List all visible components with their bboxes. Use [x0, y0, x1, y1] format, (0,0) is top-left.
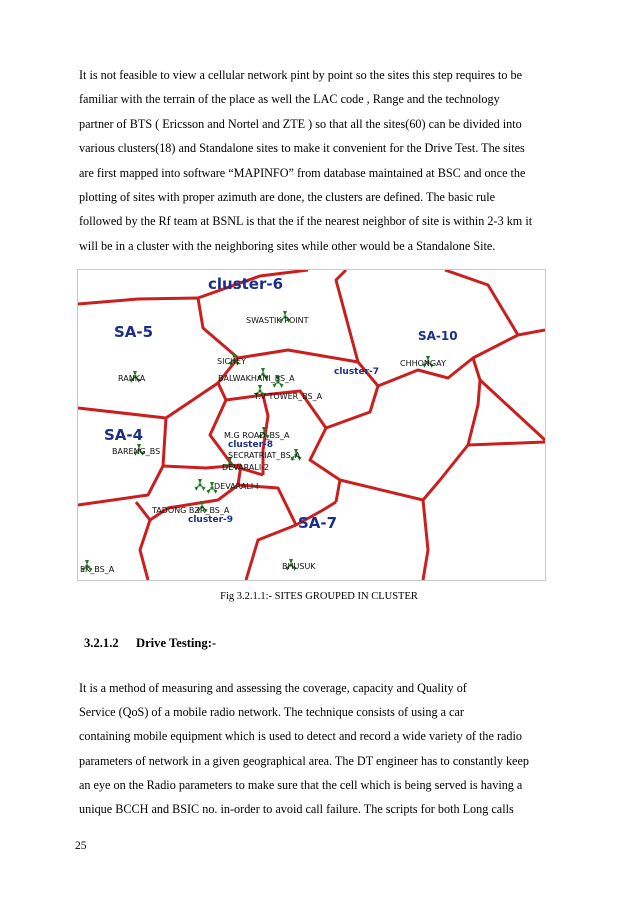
section-title: Drive Testing:-: [136, 636, 217, 650]
text-line: familiar with the terrain of the place as well the LAC code , Range and the technology: [79, 92, 500, 107]
cluster-boundaries: [78, 270, 545, 580]
text-line: containing mobile equipment which is used to detect and record a wide variety of the radio: [79, 729, 523, 744]
site-label: SECRATRIAT_BS_A: [228, 451, 301, 460]
text-line: partner of BTS ( Ericsson and Nortel and ZTE ) so that all the sites(60) can be divided into: [79, 116, 522, 131]
boundary-line: [480, 380, 545, 440]
region-label-cluster-9: cluster-9: [188, 515, 234, 525]
text-line: plotting of sites with proper azimuth are done, the clusters are defined. The basic rule: [79, 190, 496, 205]
intro-paragraph: [79, 63, 559, 258]
site-label: T.V TOWER_BS_A: [254, 392, 323, 401]
region-label-sa-5: SA-5: [114, 323, 154, 341]
boundary-line: [340, 358, 480, 500]
boundary-line: [310, 428, 340, 502]
site-label: EK_BS_A: [80, 565, 115, 574]
text-line: will be in a cluster with the neighboring sites while other would be a Standalone Site.: [79, 238, 496, 253]
site-label: DEVARALI-I: [214, 482, 259, 491]
text-line: are first mapped into software “MAPINFO” from database maintained at BSC and once the: [79, 165, 526, 180]
page-number: 25: [75, 840, 87, 852]
site-label: BHUSUK: [282, 562, 316, 571]
text-line: parameters of network in a given geographical area. The DT engineer has to constantly keep: [79, 753, 529, 768]
section-number: 3.2.1.2: [84, 636, 119, 650]
region-label-sa-10: SA-10: [418, 329, 458, 343]
text-line: It is a method of measuring and assessing the coverage, capacity and Quality of: [79, 681, 467, 695]
figure-caption: Fig 3.2.1.1:- SITES GROUPED IN CLUSTER: [220, 591, 418, 602]
text-line: It is not feasible to view a cellular network pint by point so the sites this step requires to be: [79, 68, 523, 82]
region-label-cluster-8: cluster-8: [228, 440, 274, 450]
boundary-line: [423, 500, 428, 580]
site-label: SICHEY: [217, 357, 246, 366]
site-label: SWASTIK POINT: [246, 316, 309, 325]
text-line: followed by the Rf team at BSNL is that the if the nearest neighbor of site is within 2-3 km it: [79, 214, 533, 229]
text-line: an eye on the Radio parameters to make sure that the cell which is being served is having a: [79, 777, 523, 792]
region-label-cluster-6: cluster-6: [208, 275, 284, 293]
text-line: various clusters(18) and Standalone sites to make it convenient for the Drive Test. The sites: [79, 141, 525, 156]
region-label-sa-7: SA-7: [298, 514, 338, 532]
site-label: CHHONGAY: [400, 359, 446, 368]
text-line: unique BCCH and BSIC no. in-order to avoid call failure. The scripts for both Long calls: [79, 802, 514, 817]
cluster-map: [78, 270, 545, 580]
site-label: BALWAKHANI_BS_A: [218, 374, 295, 383]
site-antenna-icon: [195, 479, 206, 491]
site-label: TADONG BZR_BS_A: [152, 506, 230, 515]
boundary-line: [218, 383, 326, 428]
boundary-line: [238, 485, 296, 525]
boundary-line: [78, 298, 238, 418]
site-label: M.G ROAD_BS_A: [224, 431, 290, 440]
text-line: Service (QoS) of a mobile radio network. The technique consists of using a car: [79, 705, 464, 720]
site-label: BARENG_BS: [112, 447, 161, 456]
cluster-map-figure: [77, 269, 546, 581]
region-label-cluster-7: cluster-7: [334, 367, 380, 377]
region-label-sa-4: SA-4: [104, 426, 144, 444]
boundary-line: [378, 330, 545, 386]
section-heading: [84, 636, 216, 651]
site-label: RANKA: [118, 374, 146, 383]
boundary-line: [445, 270, 518, 335]
site-label: DEVARALI-2: [222, 463, 270, 472]
drive-testing-paragraph: [79, 676, 559, 821]
boundary-line: [140, 520, 150, 580]
boundary-line: [468, 442, 545, 445]
